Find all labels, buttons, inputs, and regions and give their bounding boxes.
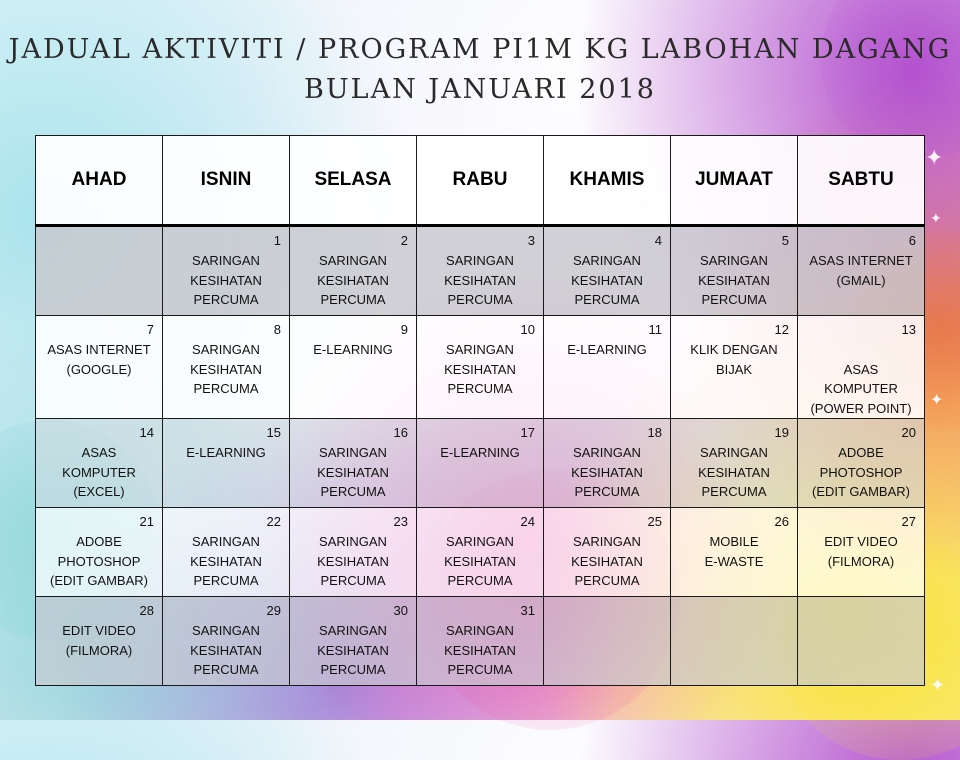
calendar-day-cell (417, 226, 544, 316)
activity-line: PERCUMA (447, 573, 513, 588)
activity-label (544, 249, 670, 310)
activity-line: PERCUMA (320, 484, 386, 499)
calendar-day-cell (544, 597, 671, 686)
activity-line: SARINGAN (319, 534, 387, 549)
activity-label (544, 338, 670, 360)
activity-label (163, 249, 289, 310)
calendar-day-cell (163, 419, 290, 508)
calendar-day-cell (671, 419, 798, 508)
activity-line: PERCUMA (447, 662, 513, 677)
activity-label (671, 338, 797, 379)
calendar-day-cell (163, 226, 290, 316)
activity-line: PHOTOSHOP (819, 464, 903, 480)
week-row (36, 597, 925, 686)
activity-line: SARINGAN (319, 623, 387, 638)
activity-line: SARINGAN (192, 534, 260, 549)
weekday-header-friday: JUMAAT (671, 136, 798, 226)
activity-label (36, 441, 162, 502)
activity-line: (GOOGLE) (66, 361, 132, 377)
day-number: 24 (520, 514, 535, 529)
activity-label (417, 530, 543, 591)
activity-line: KESIHATAN (444, 361, 516, 377)
activity-line: KESIHATAN (190, 361, 262, 377)
day-number: 20 (901, 425, 916, 440)
activity-line: SARINGAN (192, 342, 260, 357)
activity-line: PERCUMA (193, 292, 259, 307)
activity-line: ADOBE (76, 534, 122, 549)
day-number: 30 (393, 603, 408, 618)
activity-line: SARINGAN (446, 342, 514, 357)
activity-line: KESIHATAN (571, 464, 643, 480)
sparkle-icon: ✦ (925, 145, 944, 170)
calendar-day-cell (417, 316, 544, 419)
day-number: 14 (139, 425, 154, 440)
activity-label (36, 530, 162, 591)
day-number: 7 (146, 322, 154, 337)
day-number: 26 (774, 514, 789, 529)
day-number: 19 (774, 425, 789, 440)
weekday-header-row (36, 136, 925, 226)
activity-line (802, 340, 920, 360)
activity-label (798, 530, 924, 571)
activity-line: SARINGAN (192, 253, 260, 268)
activity-line: SARINGAN (573, 445, 641, 460)
calendar-day-cell (798, 419, 925, 508)
activity-line: KOMPUTER (62, 464, 136, 480)
sparkle-icon: ✦ (930, 675, 946, 695)
calendar-day-cell (36, 316, 163, 419)
page-title (0, 30, 960, 110)
day-number: 25 (647, 514, 662, 529)
activity-line: SARINGAN (446, 534, 514, 549)
calendar-day-cell (163, 316, 290, 419)
activity-line: KESIHATAN (571, 272, 643, 288)
activity-label (417, 441, 543, 463)
day-number: 6 (908, 233, 916, 248)
activity-line: SARINGAN (573, 534, 641, 549)
calendar-day-cell (544, 316, 671, 419)
activity-label (36, 338, 162, 379)
activity-line: ADOBE (838, 445, 884, 460)
activity-line: SARINGAN (319, 445, 387, 460)
day-number: 3 (527, 233, 535, 248)
day-number: 28 (139, 603, 154, 618)
activity-label (290, 530, 416, 591)
activity-label (290, 441, 416, 502)
weekday-header-wednesday: RABU (417, 136, 544, 226)
activity-line: PERCUMA (574, 573, 640, 588)
activity-line: MOBILE (709, 534, 759, 549)
activity-label (290, 249, 416, 310)
calendar-day-cell (798, 508, 925, 597)
activity-line: PERCUMA (193, 662, 259, 677)
activity-line: KESIHATAN (317, 464, 389, 480)
activity-line: (GMAIL) (836, 272, 886, 288)
calendar-day-cell (290, 316, 417, 419)
activity-line: KESIHATAN (698, 464, 770, 480)
activity-line: PERCUMA (193, 381, 259, 396)
day-number: 21 (139, 514, 154, 529)
activity-line: SARINGAN (446, 253, 514, 268)
activity-line: PERCUMA (701, 292, 767, 307)
calendar-day-cell (798, 226, 925, 316)
activity-line: (EDIT GAMBAR) (50, 573, 148, 588)
day-number: 31 (520, 603, 535, 618)
activity-line: E-LEARNING (567, 342, 647, 357)
calendar-day-cell (163, 508, 290, 597)
activity-label (163, 338, 289, 399)
activity-label (290, 338, 416, 360)
weekday-header-saturday: SABTU (798, 136, 925, 226)
activity-label (417, 338, 543, 399)
activity-line: PHOTOSHOP (57, 553, 141, 569)
activity-label (163, 619, 289, 680)
calendar-day-cell (671, 226, 798, 316)
activity-label (544, 530, 670, 591)
activity-line: E-LEARNING (440, 445, 520, 460)
calendar-day-cell (417, 597, 544, 686)
calendar-day-cell (290, 597, 417, 686)
activity-line: SARINGAN (192, 623, 260, 638)
activity-line: KESIHATAN (317, 642, 389, 658)
activity-line: SARINGAN (700, 253, 768, 268)
calendar-day-cell (671, 316, 798, 419)
day-number: 5 (781, 233, 789, 248)
day-number: 9 (400, 322, 408, 337)
activity-label (671, 530, 797, 571)
day-number: 10 (520, 322, 535, 337)
activity-label (163, 530, 289, 591)
activity-line: KESIHATAN (444, 642, 516, 658)
activity-line: EDIT VIDEO (62, 623, 136, 638)
activity-label (798, 441, 924, 502)
day-number: 4 (654, 233, 662, 248)
activity-label (798, 338, 924, 418)
activity-line: KESIHATAN (444, 553, 516, 569)
day-number: 16 (393, 425, 408, 440)
day-number: 17 (520, 425, 535, 440)
calendar-day-cell (290, 508, 417, 597)
calendar-day-cell (417, 508, 544, 597)
activity-line: EDIT VIDEO (824, 534, 898, 549)
day-number: 18 (647, 425, 662, 440)
activity-label (544, 441, 670, 502)
activity-line: ASAS INTERNET (809, 253, 913, 268)
activity-label (36, 233, 162, 235)
activity-line: KESIHATAN (190, 642, 262, 658)
activity-line: PERCUMA (574, 292, 640, 307)
calendar-day-cell (671, 508, 798, 597)
calendar-day-cell (544, 419, 671, 508)
week-row (36, 419, 925, 508)
calendar-day-cell (163, 597, 290, 686)
day-number: 29 (266, 603, 281, 618)
activity-line: (FILMORA) (65, 642, 133, 658)
activity-label (544, 603, 670, 605)
weekday-header-sunday: AHAD (36, 136, 163, 226)
activity-line: PERCUMA (193, 573, 259, 588)
activity-label (36, 619, 162, 660)
day-number: 23 (393, 514, 408, 529)
calendar-day-cell (417, 419, 544, 508)
day-number: 13 (901, 322, 916, 337)
weekday-header-thursday: KHAMIS (544, 136, 671, 226)
activity-line: E-LEARNING (313, 342, 393, 357)
activity-label (163, 441, 289, 463)
activity-line: SARINGAN (446, 623, 514, 638)
activity-line: KLIK DENGAN (690, 342, 778, 357)
activity-label (290, 619, 416, 680)
activity-line: BIJAK (715, 361, 753, 377)
week-row (36, 226, 925, 316)
activity-label (798, 249, 924, 290)
activity-line: PERCUMA (320, 662, 386, 677)
activity-line: ASAS INTERNET (47, 342, 151, 357)
day-number: 1 (273, 233, 281, 248)
sparkle-icon: ✦ (930, 210, 942, 226)
activity-line: PERCUMA (320, 292, 386, 307)
activity-calendar (35, 135, 925, 686)
weekday-header-monday: ISNIN (163, 136, 290, 226)
activity-line: SARINGAN (573, 253, 641, 268)
activity-line: (POWER POINT) (810, 400, 912, 416)
activity-label (798, 603, 924, 605)
calendar-day-cell (671, 597, 798, 686)
activity-line: PERCUMA (320, 573, 386, 588)
calendar-day-cell (36, 597, 163, 686)
day-number: 8 (273, 322, 281, 337)
day-number: 22 (266, 514, 281, 529)
calendar-day-cell (290, 226, 417, 316)
sparkle-icon: ✦ (930, 392, 944, 409)
activity-line: ASAS (843, 361, 879, 377)
calendar-day-cell (36, 508, 163, 597)
activity-line: (EXCEL) (73, 484, 125, 499)
activity-line: KESIHATAN (698, 272, 770, 288)
week-row (36, 508, 925, 597)
activity-line: SARINGAN (700, 445, 768, 460)
activity-line: PERCUMA (701, 484, 767, 499)
activity-label (671, 603, 797, 605)
activity-line: SARINGAN (319, 253, 387, 268)
activity-line: KESIHATAN (317, 553, 389, 569)
activity-line: PERCUMA (447, 381, 513, 396)
activity-line: KESIHATAN (317, 272, 389, 288)
activity-line: KESIHATAN (571, 553, 643, 569)
title-line-2: BULAN JANUARI 2018 (304, 74, 656, 105)
activity-line: E-LEARNING (186, 445, 266, 460)
activity-line: PERCUMA (574, 484, 640, 499)
day-number: 15 (266, 425, 281, 440)
calendar-day-cell (544, 508, 671, 597)
calendar-day-cell (544, 226, 671, 316)
title-line-1: JADUAL AKTIVITI / PROGRAM PI1M KG LABOHAN DAGANG (8, 34, 952, 65)
activity-line: ASAS (81, 445, 117, 460)
activity-line: KESIHATAN (444, 272, 516, 288)
activity-line: (FILMORA) (827, 553, 895, 569)
week-row (36, 316, 925, 419)
calendar-day-cell (36, 419, 163, 508)
day-number: 12 (774, 322, 789, 337)
activity-label (417, 619, 543, 680)
day-number: 2 (400, 233, 408, 248)
activity-label (671, 441, 797, 502)
activity-line: E-WASTE (704, 553, 764, 569)
weekday-header-tuesday: SELASA (290, 136, 417, 226)
day-number: 11 (648, 322, 662, 337)
calendar-day-cell (290, 419, 417, 508)
activity-line: KOMPUTER (824, 381, 898, 396)
day-number: 27 (901, 514, 916, 529)
calendar-day-cell (798, 597, 925, 686)
activity-label (417, 249, 543, 310)
calendar-day-cell (798, 316, 925, 419)
activity-line: PERCUMA (447, 292, 513, 307)
activity-line: KESIHATAN (190, 553, 262, 569)
calendar-day-cell (36, 226, 163, 316)
activity-line: KESIHATAN (190, 272, 262, 288)
activity-label (671, 249, 797, 310)
activity-line: (EDIT GAMBAR) (812, 484, 910, 499)
